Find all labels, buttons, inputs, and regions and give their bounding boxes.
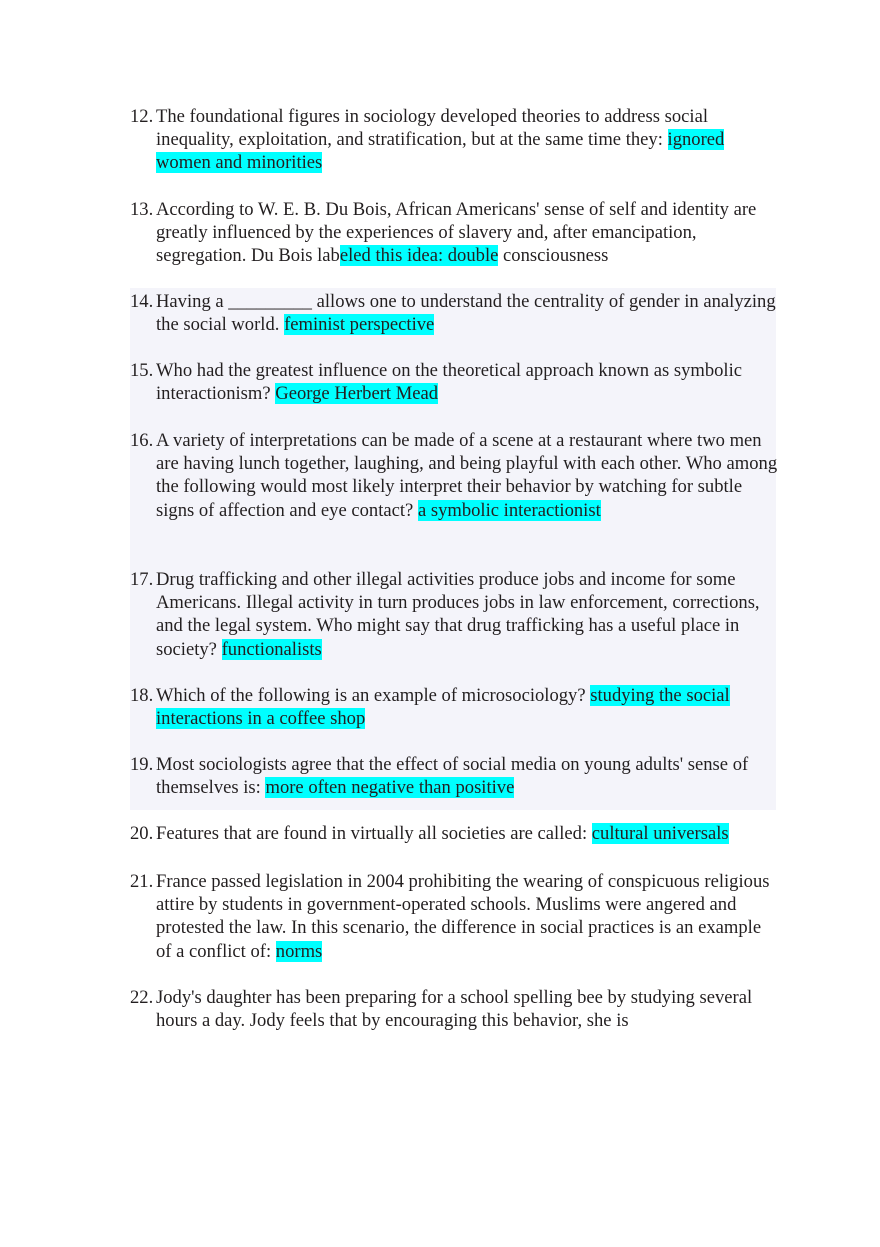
question-17: [130, 568, 780, 661]
answer-highlight: eled this idea: double: [339, 245, 499, 267]
question-prompt: Most sociologists agree that the effect of social media on young adults' sense of themselves is:: [156, 754, 749, 799]
answer-highlight: George Herbert Mead: [275, 383, 439, 405]
question-number: 13.: [130, 199, 154, 220]
question-18: [130, 684, 780, 730]
question-20: [130, 822, 780, 845]
question-text: [156, 753, 780, 799]
question-number: 17.: [130, 569, 154, 590]
question-prompt: France passed legislation in 2004 prohibiting the wearing of conspicuous religious attire by students in government-operated schools. Muslims were angered and protested the law. In this scenario, the difference in social practices is an example of a conflict of:: [156, 871, 770, 962]
answer-highlight: functionalists: [221, 638, 322, 660]
question-number: 14.: [130, 291, 154, 312]
question-number: 15.: [130, 360, 154, 381]
answer-highlight: norms: [275, 940, 323, 962]
question-number: 20.: [130, 823, 154, 844]
question-prompt: A variety of interpretations can be made of a scene at a restaurant where two men are having lunch together, laughing, and being playful with each other. Who among the following would most likely interpret their behavior by watching for subtle signs of affection and eye contact?: [156, 430, 778, 521]
question-prompt: Which of the following is an example of microsociology?: [156, 685, 591, 706]
question-text: [156, 105, 780, 175]
question-14: [130, 290, 780, 336]
question-22: [130, 986, 780, 1032]
answer-highlight: feminist perspective: [284, 314, 435, 336]
question-21: [130, 870, 780, 963]
question-text: [156, 684, 780, 730]
question-number: 18.: [130, 685, 154, 706]
answer-highlight: ignored women and minorities: [156, 129, 725, 174]
question-text: [156, 198, 780, 268]
answer-highlight: a symbolic interactionist: [417, 499, 601, 521]
question-text: [156, 568, 780, 661]
question-prompt: Jody's daughter has been preparing for a school spelling bee by studying several hours a day. Jody feels that by encouraging this behavior, she is: [156, 987, 753, 1032]
question-prompt: Having a _________ allows one to understand the centrality of gender in analyzing the social world.: [156, 291, 776, 336]
question-prompt: Features that are found in virtually all societies are called:: [156, 823, 592, 844]
question-19: [130, 753, 780, 799]
question-prompt: Who had the greatest influence on the theoretical approach known as symbolic interactionism?: [156, 360, 743, 405]
answer-highlight: cultural universals: [591, 823, 729, 844]
answer-highlight: studying the social interactions in a coffee shop: [156, 685, 730, 730]
question-prompt: The foundational figures in sociology developed theories to address social inequality, exploitation, and stratification, but at the same time they:: [156, 106, 708, 151]
question-number: 19.: [130, 754, 154, 775]
question-number: 16.: [130, 430, 154, 451]
question-text: [156, 870, 780, 963]
question-text: [156, 822, 780, 845]
question-number: 12.: [130, 106, 154, 127]
question-number: 22.: [130, 987, 154, 1008]
question-13: [130, 198, 780, 268]
question-prompt: According to W. E. B. Du Bois, African Americans' sense of self and identity are greatly influenced by the experiences of slavery and, after emancipation, segregation. Du Bois lab: [156, 199, 757, 267]
question-text: [156, 429, 780, 522]
answer-highlight: more often negative than positive: [265, 777, 515, 799]
question-prompt: Drug trafficking and other illegal activities produce jobs and income for some Americans. Illegal activity in turn produces jobs in law enforcement, corrections, and the legal system. Who might say that drug trafficking has a useful place in society?: [156, 569, 760, 660]
question-15: [130, 359, 780, 405]
question-text: [156, 359, 780, 405]
question-12: [130, 105, 780, 175]
question-prompt-end: consciousness: [498, 245, 609, 267]
question-text: [156, 290, 780, 336]
question-16: [130, 429, 780, 522]
question-text: [156, 986, 780, 1032]
question-number: 21.: [130, 871, 154, 892]
